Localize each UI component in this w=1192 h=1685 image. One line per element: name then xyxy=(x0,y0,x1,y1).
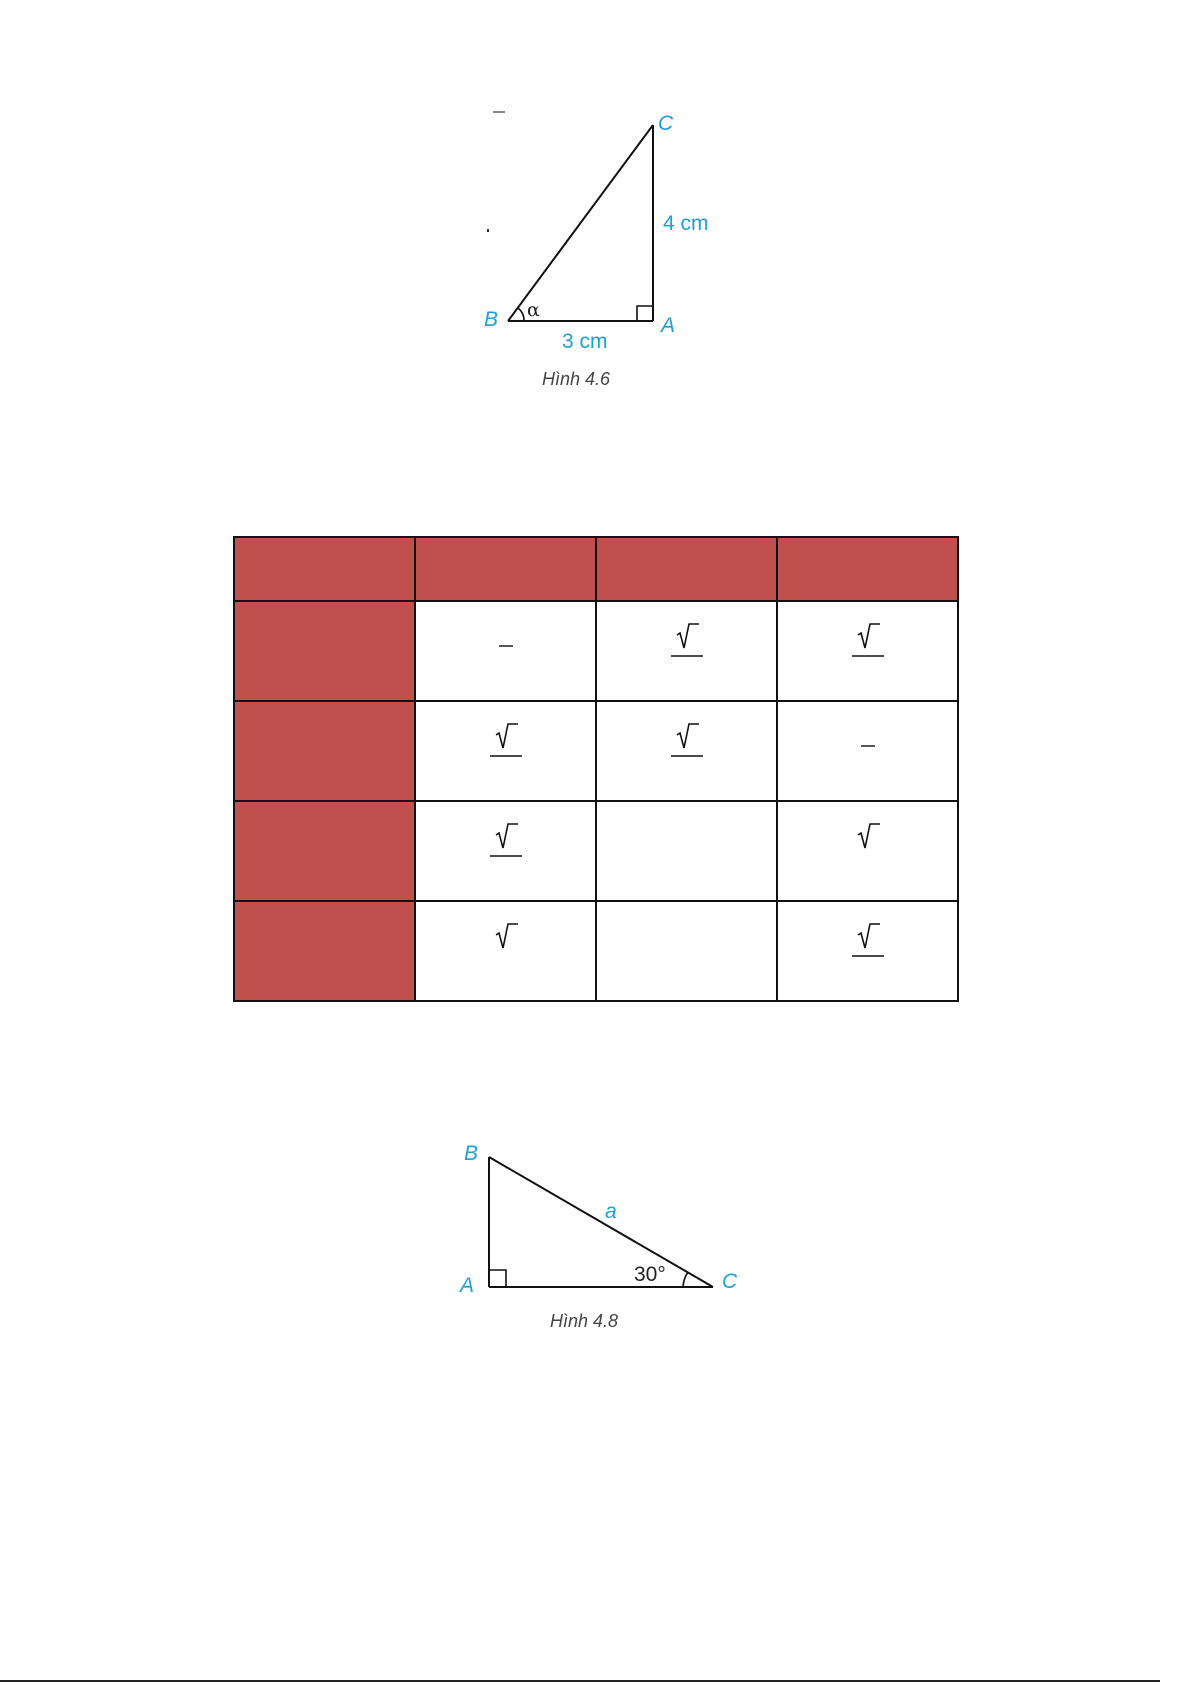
row-header-cell xyxy=(234,601,415,701)
right-angle-marker xyxy=(489,1270,506,1287)
row-header-cell xyxy=(234,701,415,801)
figure-4-8 xyxy=(450,1135,750,1340)
row-header-cell xyxy=(234,901,415,1001)
cell-mark xyxy=(848,620,888,660)
cell-mark xyxy=(848,720,888,760)
trig-values-table xyxy=(233,536,959,1002)
table-row xyxy=(234,901,958,1001)
angle-arc xyxy=(518,308,524,321)
side-ca-label: 4 cm xyxy=(663,212,709,235)
cell-mark xyxy=(486,820,526,860)
figure-4-6 xyxy=(470,100,730,400)
table-cell xyxy=(596,701,777,801)
cell-mark xyxy=(848,920,888,960)
table-cell xyxy=(777,601,958,701)
header-cell xyxy=(415,537,596,601)
sqrt-sign xyxy=(677,724,699,748)
cell-mark xyxy=(486,920,526,960)
header-cell xyxy=(234,537,415,601)
vertex-b-label: B xyxy=(464,1142,479,1165)
sqrt-sign xyxy=(496,724,518,748)
bottom-rule xyxy=(0,1680,1160,1682)
table-cell xyxy=(415,701,596,801)
table-cell xyxy=(777,701,958,801)
table-cell xyxy=(415,901,596,1001)
figure-caption: Hình 4.6 xyxy=(542,369,611,389)
vertex-a-label: A xyxy=(460,1274,475,1297)
cell-mark xyxy=(486,720,526,760)
angle-alpha-label: α xyxy=(527,299,540,321)
table-cell xyxy=(415,801,596,901)
vertex-a-label: A xyxy=(661,314,676,337)
table-cell xyxy=(596,901,777,1001)
stray-mark xyxy=(493,111,505,113)
table-cell xyxy=(777,901,958,1001)
header-cell xyxy=(596,537,777,601)
side-bc xyxy=(489,1157,713,1287)
cell-mark xyxy=(667,920,707,960)
vertex-c-label: C xyxy=(722,1270,738,1293)
sqrt-sign xyxy=(496,824,518,848)
vertex-c-label: C xyxy=(658,112,674,135)
table-header-row xyxy=(234,537,958,601)
side-ba-label: 3 cm xyxy=(562,330,608,353)
angle-arc xyxy=(683,1272,688,1287)
table-row xyxy=(234,601,958,701)
table-cell xyxy=(596,601,777,701)
cell-mark xyxy=(667,620,707,660)
header-cell xyxy=(777,537,958,601)
vertex-b-label: B xyxy=(484,308,499,331)
hypotenuse-label: a xyxy=(605,1200,617,1223)
cell-mark xyxy=(848,820,888,860)
table-cell xyxy=(596,801,777,901)
row-header-cell xyxy=(234,801,415,901)
sqrt-sign xyxy=(496,924,518,948)
cell-mark xyxy=(667,720,707,760)
sqrt-sign xyxy=(858,624,880,648)
sqrt-sign xyxy=(858,824,880,848)
cell-mark xyxy=(667,820,707,860)
table-cell xyxy=(415,601,596,701)
sqrt-sign xyxy=(858,924,880,948)
table-cell xyxy=(777,801,958,901)
right-angle-marker xyxy=(637,306,653,321)
table-row xyxy=(234,701,958,801)
sqrt-sign xyxy=(677,624,699,648)
angle-30-label: 30° xyxy=(634,1263,666,1286)
table-row xyxy=(234,801,958,901)
stray-mark xyxy=(487,229,489,232)
cell-mark xyxy=(486,620,526,660)
side-bc xyxy=(508,125,653,321)
figure-caption: Hình 4.8 xyxy=(550,1311,619,1331)
